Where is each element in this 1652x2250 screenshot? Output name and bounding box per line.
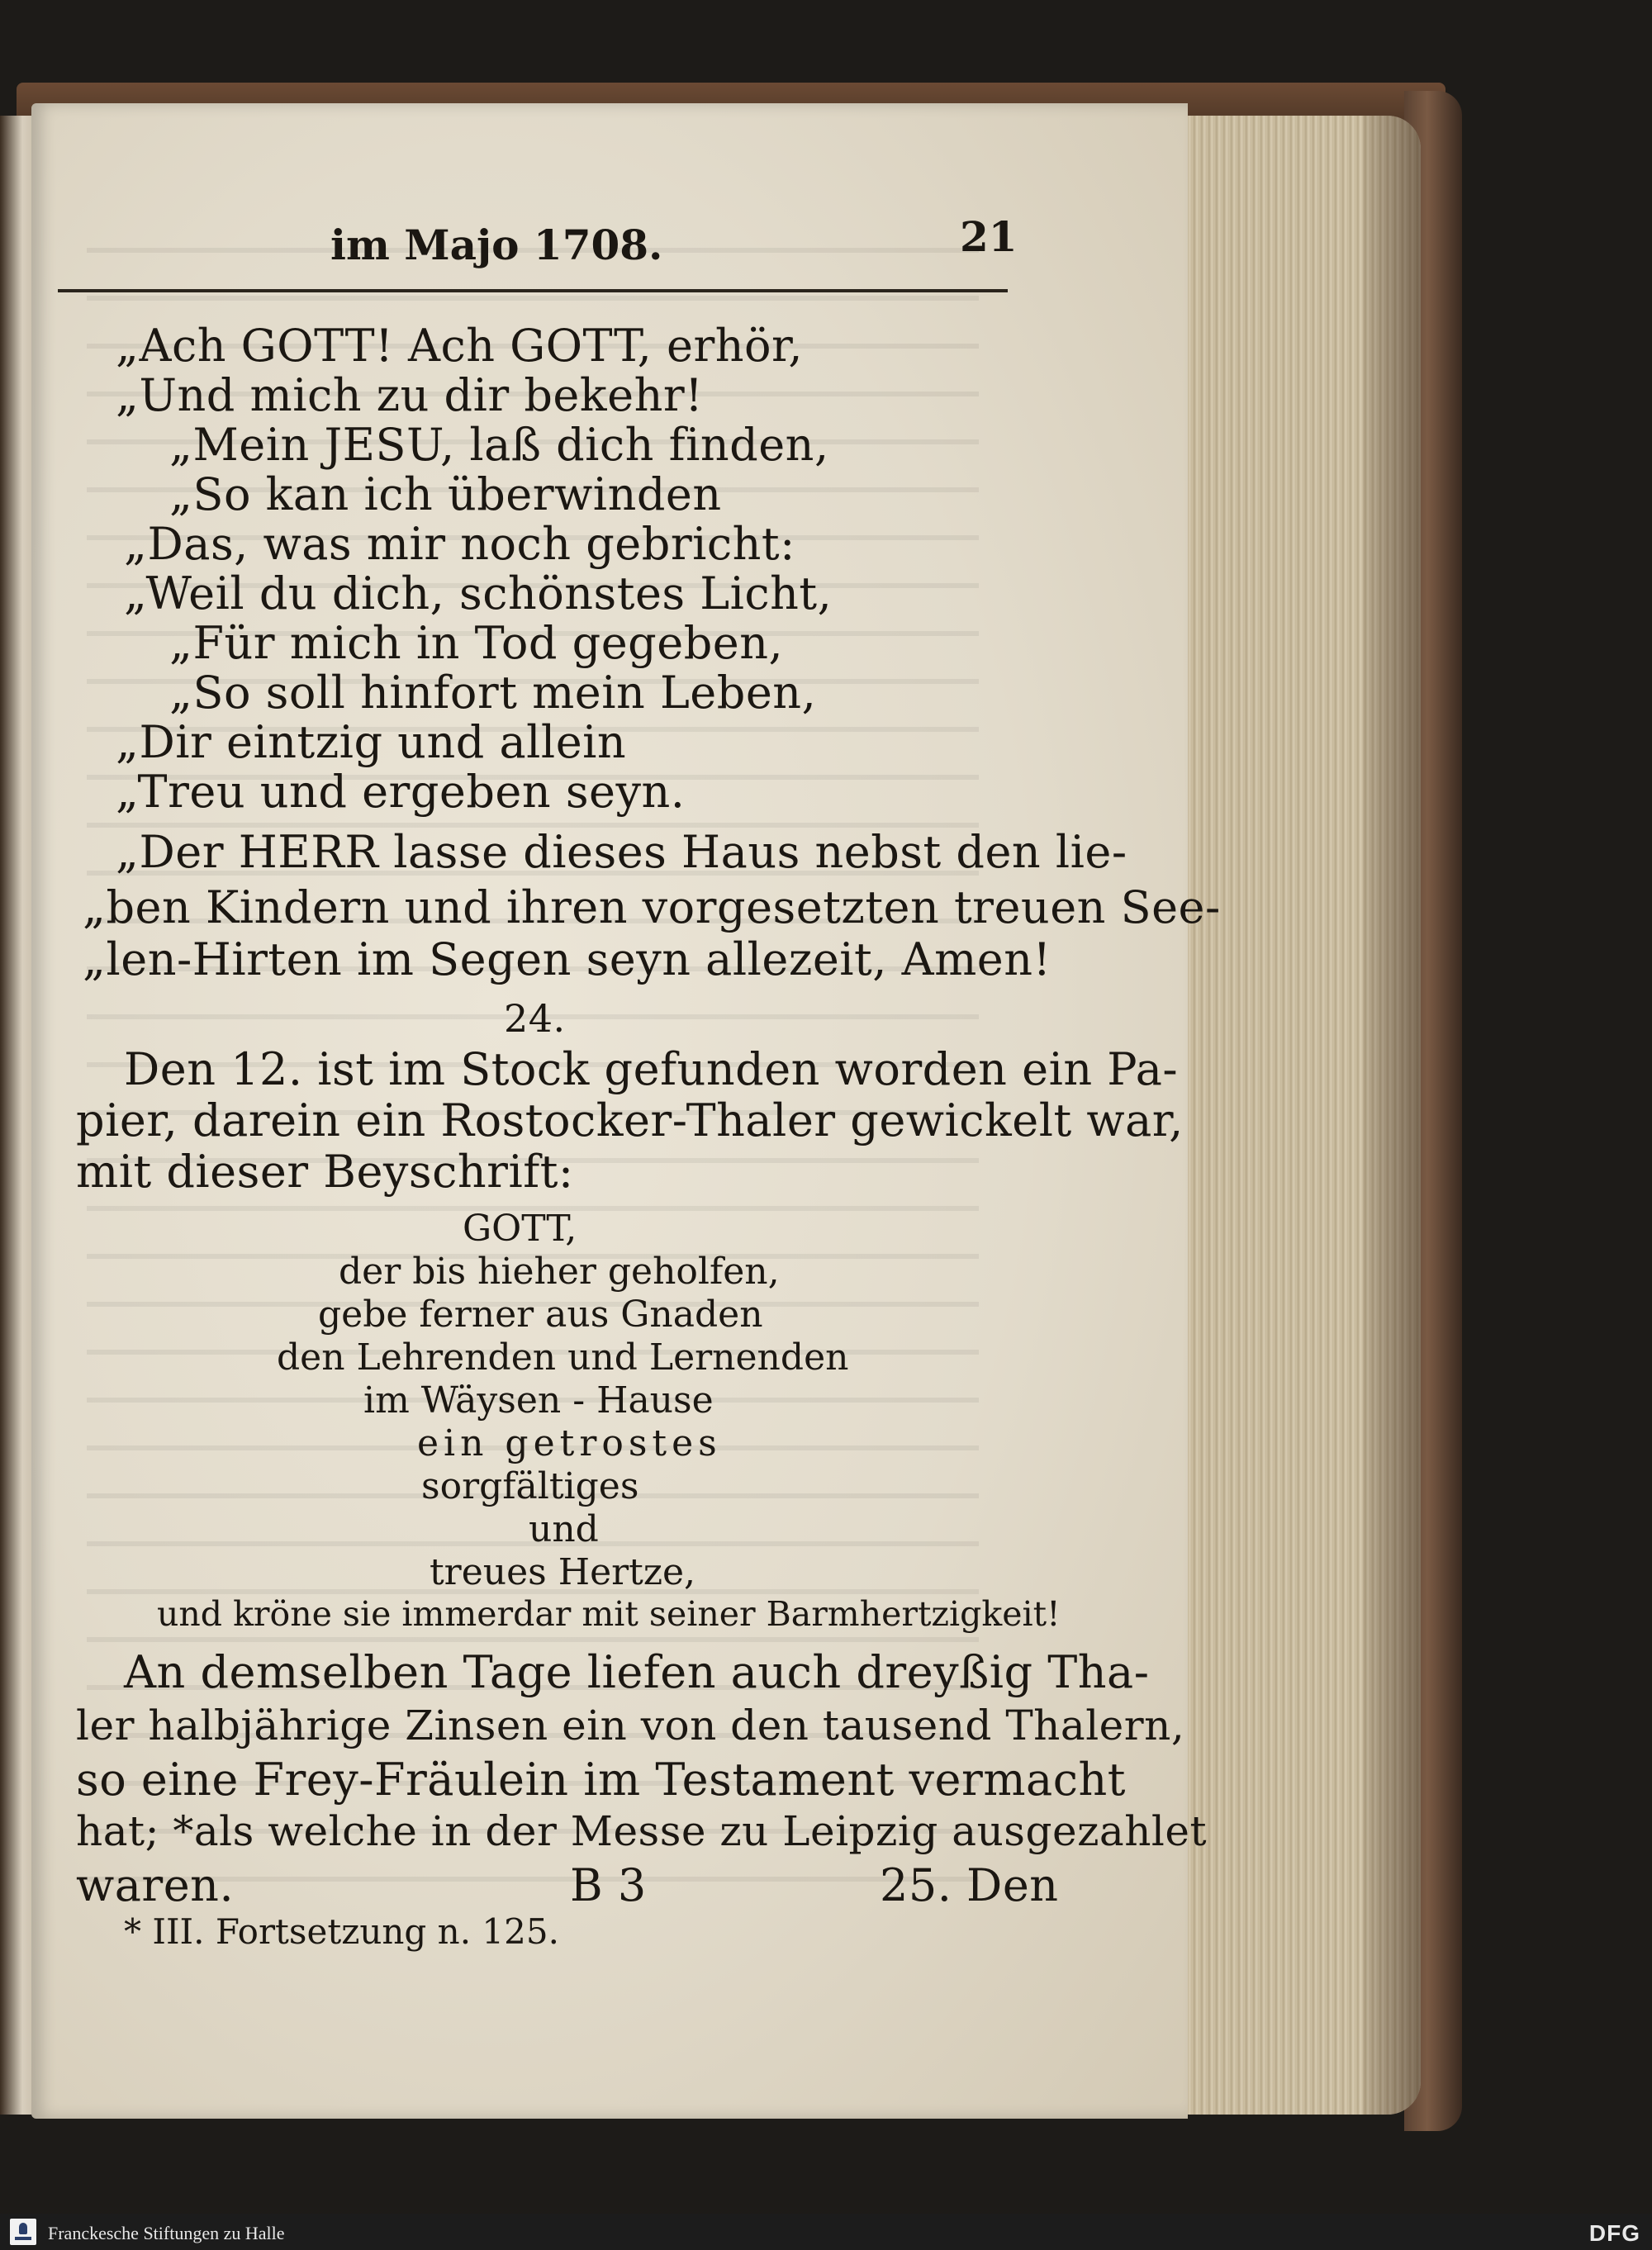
inscription-line: und — [529, 1508, 599, 1550]
verse-line: „Das, was mir noch gebricht: — [124, 518, 795, 570]
verse-line: „Dir eintzig und allein — [116, 716, 627, 768]
paragraph-line: mit dieser Beyschrift: — [76, 1146, 574, 1198]
inscription-line: im Wäysen - Hause — [363, 1379, 714, 1422]
page-number: 21 — [960, 212, 1018, 261]
inscription-line: den Lehrenden und Lernenden — [277, 1336, 849, 1379]
verse-line: „Mein JESU, laß dich finden, — [169, 419, 829, 471]
footer-bar — [0, 2214, 1652, 2250]
last-line-word: waren. — [76, 1859, 235, 1911]
institution-logo-icon — [10, 2219, 36, 2245]
section-number: 24. — [504, 996, 566, 1041]
inscription-line: treues Hertze, — [430, 1551, 696, 1593]
inscription-line: der bis hieher geholfen, — [339, 1251, 780, 1293]
verse-line: „Und mich zu dir bekehr! — [116, 369, 704, 421]
inscription-line: gebe ferner aus Gnaden — [318, 1294, 763, 1336]
verse-line: „len-Hirten im Segen seyn allezeit, Amen! — [83, 933, 1051, 985]
inscription-line: sorgfältiges — [421, 1465, 639, 1507]
institution-name: Franckesche Stiftungen zu Halle — [48, 2223, 285, 2243]
paragraph-line: Den 12. ist im Stock gefunden worden ein Pa- — [124, 1043, 1179, 1095]
verse-line: „Weil du dich, schönstes Licht, — [124, 567, 833, 619]
header-rule — [58, 289, 1008, 292]
paragraph-line: pier, darein ein Rostocker-Thaler gewickelt war, — [76, 1094, 1184, 1146]
verse-line: „So kan ich überwinden — [169, 468, 722, 520]
verse-line: „Für mich in Tod gegeben, — [169, 617, 784, 669]
running-title: im Majo 1708. — [330, 221, 663, 269]
verse-line: „ben Kindern und ihren vorgesetzten treuen See- — [83, 881, 1221, 933]
inscription-line: GOTT, — [463, 1208, 577, 1250]
paragraph-line: An demselben Tage liefen auch dreyßig Tha- — [124, 1646, 1150, 1698]
verse-line: „Der HERR lasse dieses Haus nebst den lie- — [116, 826, 1127, 878]
footnote: * III. Fortsetzung n. 125. — [124, 1911, 559, 1952]
signature-mark: B 3 — [570, 1859, 647, 1911]
verse-line: „Treu und ergeben seyn. — [116, 766, 686, 818]
paragraph-line: hat; *als welche in der Messe zu Leipzig ausgezahlet — [76, 1807, 1208, 1855]
catchword: 25. Den — [880, 1859, 1059, 1911]
inscription-line: ein getrostes — [417, 1422, 722, 1464]
verse-line: „Ach GOTT! Ach GOTT, erhör, — [116, 320, 804, 372]
dfg-logo: DFG — [1588, 2220, 1640, 2246]
paragraph-line: ler halbjährige Zinsen ein von den tausend Thalern, — [76, 1702, 1185, 1749]
verse-line: „So soll hinfort mein Leben, — [169, 667, 817, 719]
paragraph-line: so eine Frey-Fräulein im Testament vermacht — [76, 1754, 1126, 1806]
inscription-line: und kröne sie immerdar mit seiner Barmhertzigkeit! — [157, 1594, 1061, 1634]
